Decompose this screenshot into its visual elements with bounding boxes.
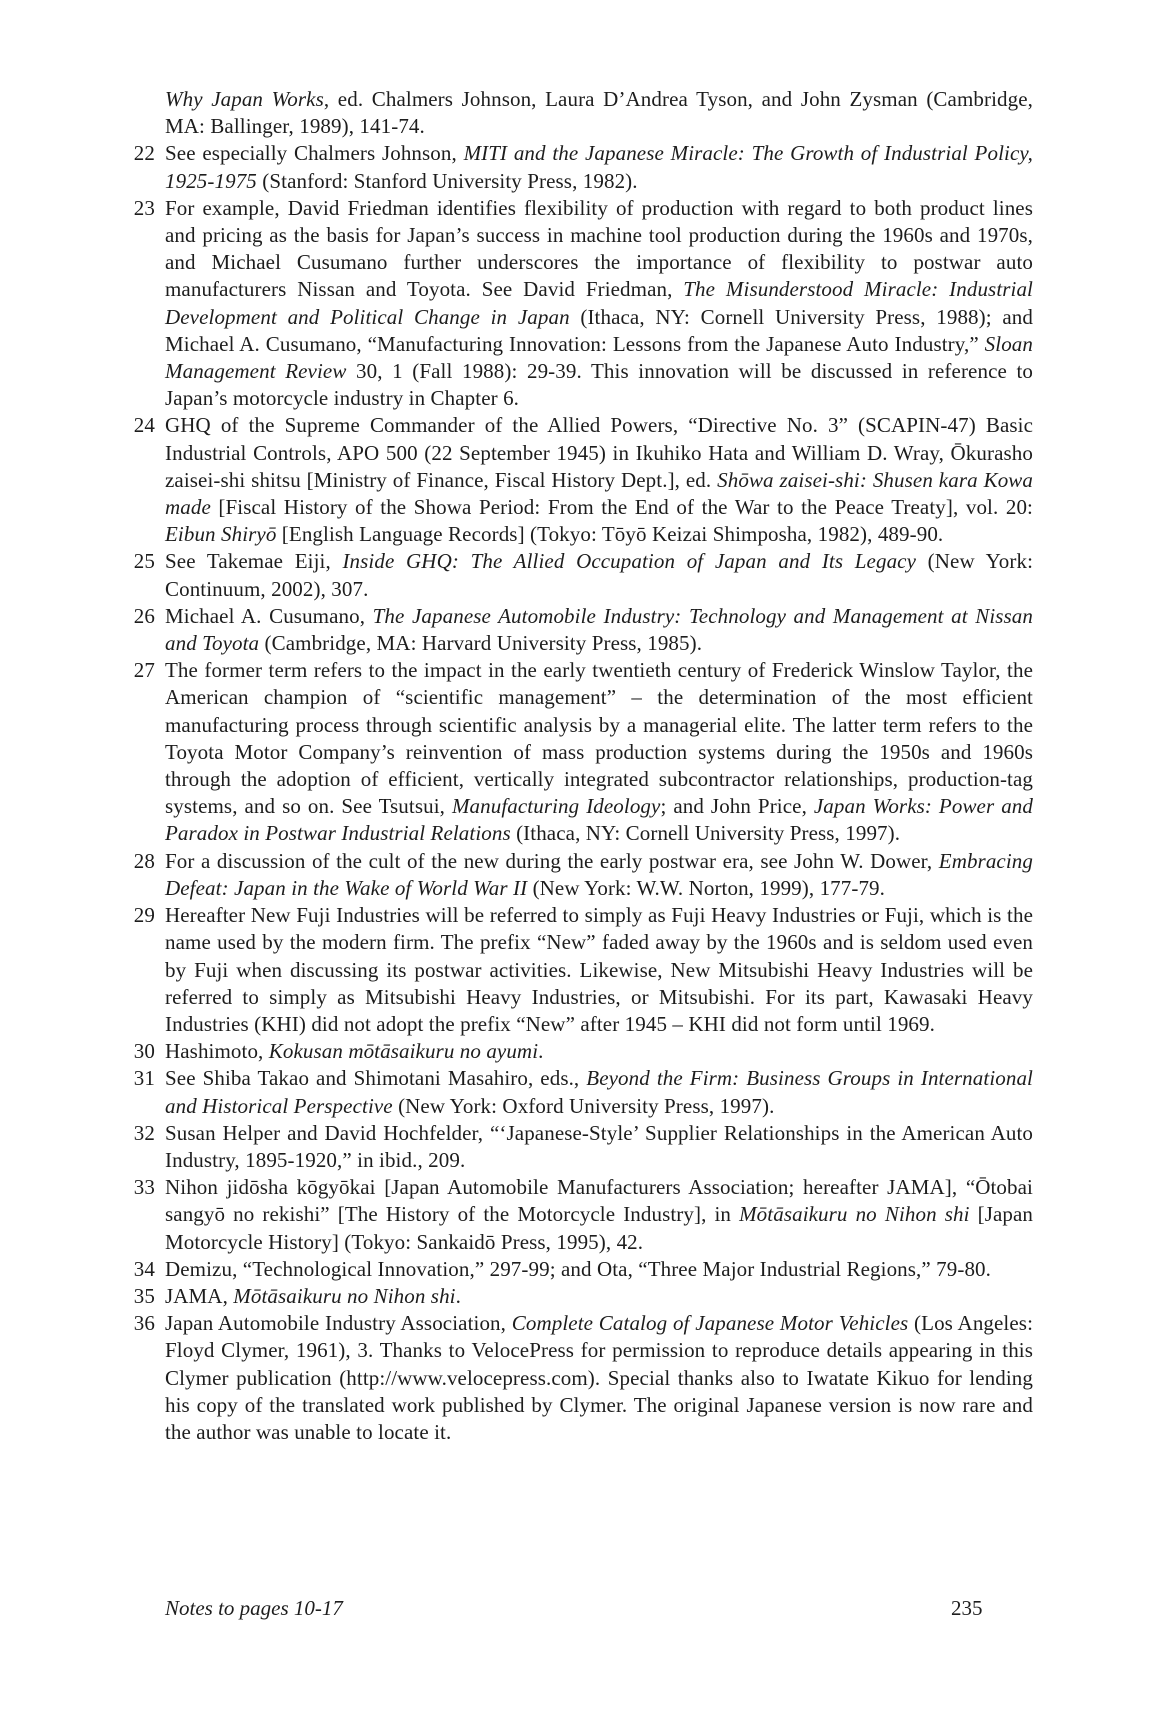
note-text: The former term refers to the impact in the early twentieth century of Frederick Winslow Taylor, the American champion of “scientific management” – the determination of the most efficient manufacturing process through scientific analysis by a managerial elite. The latter term refers to the Toyota Motor Company’s reinvention of mass production systems during the 1950s and 1960s through the adoption of efficient, vertically integrated subcontractor relationships, production-tag systems, and so on. See Tsutsui, Manufacturing Ideology; and John Price, Japan Works: Power and Paradox in Postwar Industrial Relations (Ithaca, NY: Cornell University Press, 1997). [165, 658, 1034, 846]
note-title-italic: Embracing Defeat: Japan in the Wake of World War II [165, 848, 1033, 900]
note-title-italic: Mōtāsaikuru no Nihon shi [233, 1283, 456, 1308]
note-title-italic: Manufacturing Ideology [451, 794, 661, 819]
note-item [133, 1310, 1033, 1446]
note-item [133, 603, 1033, 657]
note-number: 35 [133, 1283, 155, 1308]
note-number: 23 [133, 195, 155, 220]
note-number: 25 [133, 549, 155, 574]
running-footer: Notes to pages 10-17 [165, 1596, 343, 1620]
note-item [133, 412, 1033, 548]
note-item [133, 848, 1033, 902]
note-item [165, 86, 1033, 140]
note-number: 24 [133, 413, 155, 438]
note-title-italic: Why Japan Works [165, 87, 324, 111]
note-number: 27 [133, 658, 155, 683]
note-number: 36 [133, 1311, 155, 1336]
note-title-italic: Mōtāsaikuru no Nihon shi [739, 1202, 970, 1227]
note-text: Susan Helper and David Hochfelder, “‘Japanese-Style’ Supplier Relationships in the American Auto Industry, 1895-1920,” in ibid., 209. [165, 1120, 1033, 1172]
note-title-italic: Kokusan mōtāsaikuru no ayumi [268, 1039, 539, 1064]
note-item [133, 657, 1034, 847]
note-item [133, 902, 1033, 1038]
note-title-italic: Shōwa zaisei-shi: Shusen kara Kowa made [165, 467, 1033, 520]
note-item [133, 1174, 1034, 1256]
note-title-italic: Inside GHQ: The Allied Occupation of Japan and Its Legacy [342, 549, 917, 574]
note-number: 28 [133, 848, 155, 873]
note-number: 29 [133, 903, 155, 928]
note-text: For a discussion of the cult of the new during the early postwar era, see John W. Dower, Embracing Defeat: Japan in the Wake of World War II (New York: W.W. Norton, 1999), 177-79. [165, 848, 1033, 900]
note-title-italic: Japan Works: Power and Paradox in Postwar Industrial Relations [165, 794, 1034, 846]
note-number: 22 [133, 141, 155, 166]
note-title-italic: Complete Catalog of Japanese Motor Vehicles [511, 1311, 909, 1336]
note-text: Why Japan Works, ed. Chalmers Johnson, Laura D’Andrea Tyson, and John Zysman (Cambridge, MA: Ballinger, 1989), 141-74. [165, 87, 1033, 139]
note-title-italic: MITI and the Japanese Miracle: The Growth of Industrial Policy, 1925-1975 [165, 141, 1033, 193]
note-title-italic: Sloan Management Review [165, 331, 1033, 384]
note-item [133, 1038, 1033, 1065]
note-text: Michael A. Cusumano, The Japanese Automobile Industry: Technology and Management at Nissan and Toyota (Cambridge, MA: Harvard University Press, 1985). [165, 603, 1033, 656]
note-text: Japan Automobile Industry Association, Complete Catalog of Japanese Motor Vehicles (Los Angeles: Floyd Clymer, 1961), 3. Thanks to VelocePress for permission to reproduce details appearing in this Clymer publication (http://www.velocepress.com). Special thanks also to Iwatate Kikuo for lending his copy of the translated work published by Clymer. The original Japanese version is now rare and the author was unable to locate it. [165, 1311, 1033, 1444]
note-text: See Shiba Takao and Shimotani Masahiro, eds., Beyond the Firm: Business Groups in International and Historical Perspective (New York: Oxford University Press, 1997). [165, 1066, 1033, 1118]
note-item [133, 1065, 1033, 1119]
note-number: 31 [133, 1066, 155, 1091]
note-number: 34 [133, 1256, 155, 1281]
note-item [133, 195, 1033, 413]
note-title-italic: The Japanese Automobile Industry: Technology and Management at Nissan and Toyota [165, 603, 1033, 656]
note-text: See Takemae Eiji, Inside GHQ: The Allied Occupation of Japan and Its Legacy (New York: Continuum, 2002), 307. [165, 549, 1033, 601]
note-text: Hereafter New Fuji Industries will be referred to simply as Fuji Heavy Industries or Fuji, which is the name used by the modern firm. The prefix “New” faded away by the 1960s and is seldom used even by Fuji when discussing its postwar activities. Likewise, New Mitsubishi Heavy Industries will be referred to simply as Mitsubishi Heavy Industries, or Mitsubishi. For its part, Kawasaki Heavy Industries (KHI) did not adopt the prefix “New” after 1945 – KHI did not form until 1969. [165, 903, 1033, 1036]
note-item [133, 1283, 1033, 1310]
note-number: 32 [133, 1120, 155, 1145]
note-title-italic: Beyond the Firm: Business Groups in International and Historical Perspective [165, 1066, 1033, 1118]
note-text: Demizu, “Technological Innovation,” 297-99; and Ota, “Three Major Industrial Regions,” 79-80. [165, 1256, 992, 1281]
note-text: Nihon jidōsha kōgyōkai [Japan Automobile Manufacturers Association; hereafter JAMA], “Ōtobai sangyō no rekishi” [The History of the Motorcycle Industry], in Mōtāsaikuru no Nihon shi [Japan Motorcycle History] (Tokyo: Sankaidō Press, 1995), 42. [165, 1175, 1034, 1254]
page-number: 235 [951, 1596, 983, 1620]
note-title-italic: The Misunderstood Miracle: Industrial Development and Political Change in Japan [165, 277, 1033, 329]
endnotes-list [133, 86, 1034, 1446]
note-text: GHQ of the Supreme Commander of the Allied Powers, “Directive No. 3” (SCAPIN-47) Basic Industrial Controls, APO 500 (22 September 1945) in Ikuhiko Hata and William D. Wray, Ōkurasho zaisei-shi shitsu [Ministry of Finance, Fiscal History Dept.], ed. Shōwa zaisei-shi: Shusen kara Kowa made [Fiscal History of the Showa Period: From the End of the War to the Peace Treaty], vol. 20: Eibun Shiryō [English Language Records] (Tokyo: Tōyō Keizai Shimposha, 1982), 489-90. [165, 413, 1033, 547]
note-title-italic: Eibun Shiryō [165, 522, 277, 547]
note-item [133, 1256, 1033, 1283]
note-item [133, 548, 1033, 602]
note-number: 30 [133, 1039, 155, 1064]
note-item [133, 140, 1033, 194]
note-item [133, 1120, 1033, 1174]
note-text: Hashimoto, Kokusan mōtāsaikuru no ayumi. [165, 1039, 544, 1064]
note-number: 26 [133, 603, 155, 628]
note-text: JAMA, Mōtāsaikuru no Nihon shi. [165, 1283, 461, 1308]
note-number: 33 [133, 1175, 155, 1200]
note-text: For example, David Friedman identifies flexibility of production with regard to both product lines and pricing as the basis for Japan’s success in machine tool production during the 1960s and 1970s, and Michael Cusumano further underscores the importance of flexibility to postwar auto manufacturers Nissan and Toyota. See David Friedman, The Misunderstood Miracle: Industrial Development and Political Change in Japan (Ithaca, NY: Cornell University Press, 1988); and Michael A. Cusumano, “Manufacturing Innovation: Lessons from the Japanese Auto Industry,” Sloan Management Review 30, 1 (Fall 1988): 29-39. This innovation will be discussed in reference to Japan’s motorcycle industry in Chapter 6. [165, 195, 1033, 411]
note-text: See especially Chalmers Johnson, MITI and the Japanese Miracle: The Growth of Industrial Policy, 1925-1975 (Stanford: Stanford University Press, 1982). [165, 141, 1033, 193]
